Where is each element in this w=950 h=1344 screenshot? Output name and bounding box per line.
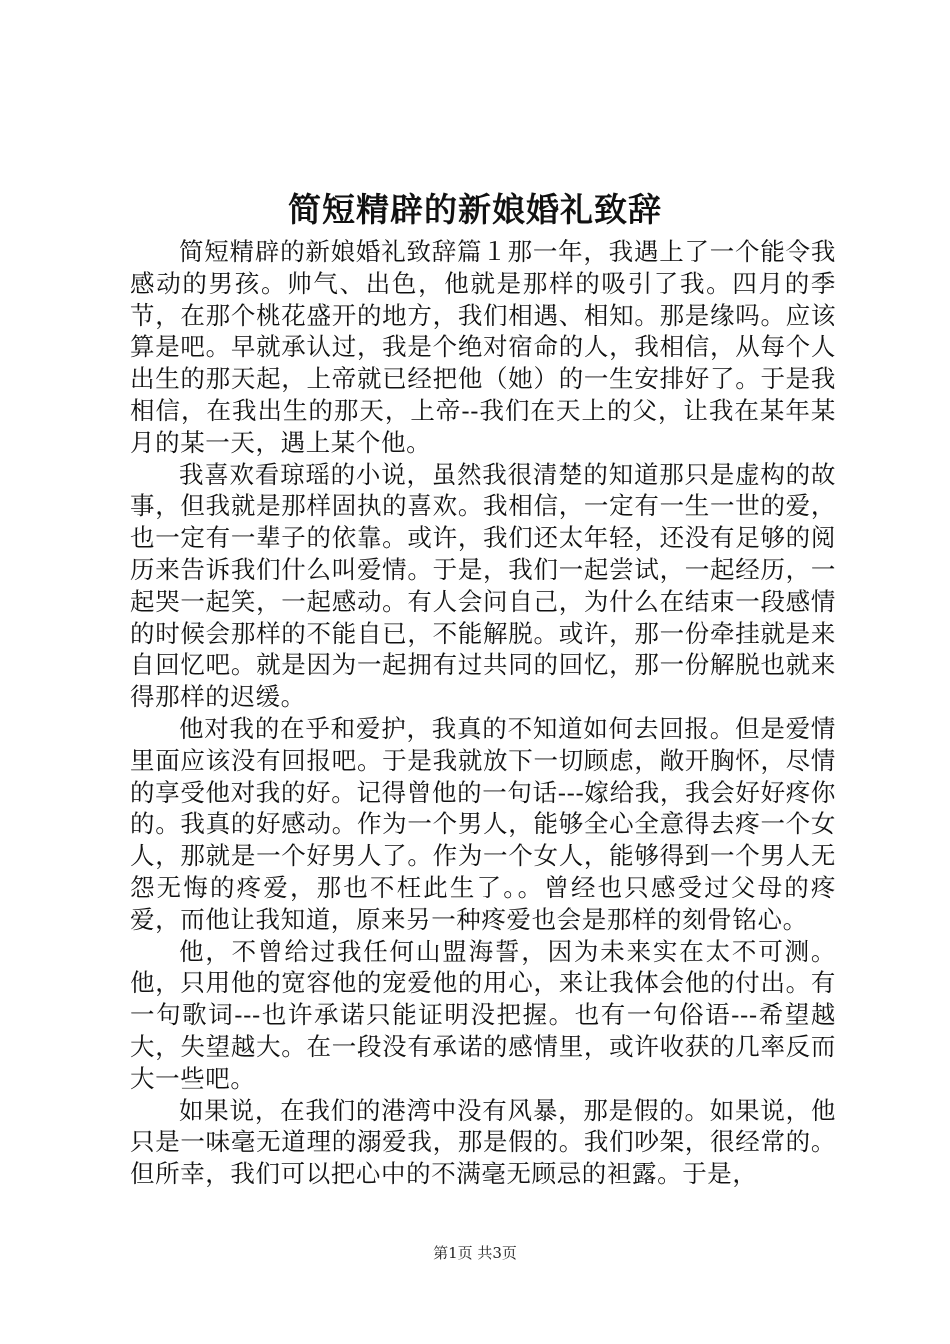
- paragraph: 他，不曾给过我任何山盟海誓，因为未来实在太不可测。他，只用他的宽容他的宠爱他的用心，来让我体会他的付出。有一句歌词---也许承诺只能证明没把握。也有一句俗语---希望越大，失望越大。在一段没有承诺的感情里，或许收获的几率反而大一些吧。: [130, 936, 836, 1093]
- paragraph: 简短精辟的新娘婚礼致辞篇１那一年，我遇上了一个能令我感动的男孩。帅气、出色，他就是那样的吸引了我。四月的季节，在那个桃花盛开的地方，我们相遇、相知。那是缘吗。应该算是吧。早就承认过，我是个绝对宿命的人，我相信，从每个人出生的那天起，上帝就已经把他（她）的一生安排好了。于是我相信，在我出生的那天，上帝--我们在天上的父，让我在某年某月的某一天，遇上某个他。: [130, 237, 836, 457]
- page-footer: 第1页 共3页: [433, 1244, 517, 1262]
- paragraph: 我喜欢看琼瑶的小说，虽然我很清楚的知道那只是虚构的故事，但我就是那样固执的喜欢。我相信，一定有一生一世的爱，也一定有一辈子的依靠。或许，我们还太年轻，还没有足够的阅历来告诉我们什么叫爱情。于是，我们一起尝试，一起经历，一起哭一起笑，一起感动。有人会问自己，为什么在结束一段感情的时候会那样的不能自已，不能解脱。或许，那一份牵挂就是来自回忆吧。就是因为一起拥有过共同的回忆，那一份解脱也就来得那样的迟缓。: [130, 459, 836, 712]
- paragraph: 他对我的在乎和爱护，我真的不知道如何去回报。但是爱情里面应该没有回报吧。于是我就放下一切顾虑，敞开胸怀，尽情的享受他对我的好。记得曾他的一句话---嫁给我，我会好好疼你的。我真的好感动。作为一个男人，能够全心全意得去疼一个女人，那就是一个好男人了。作为一个女人，能够得到一个男人无怨无悔的疼爱，那也不枉此生了。。曾经也只感受过父母的疼爱，而他让我知道，原来另一种疼爱也会是那样的刻骨铭心。: [130, 713, 836, 934]
- document-body: [130, 236, 836, 1190]
- document-title: 简短精辟的新娘婚礼致辞: [288, 190, 662, 229]
- paragraph: 如果说，在我们的港湾中没有风暴，那是假的。如果说，他只是一味毫无道理的溺爱我，那是假的。我们吵架，很经常的。但所幸，我们可以把心中的不满毫无顾忌的袒露。于是，: [130, 1095, 836, 1189]
